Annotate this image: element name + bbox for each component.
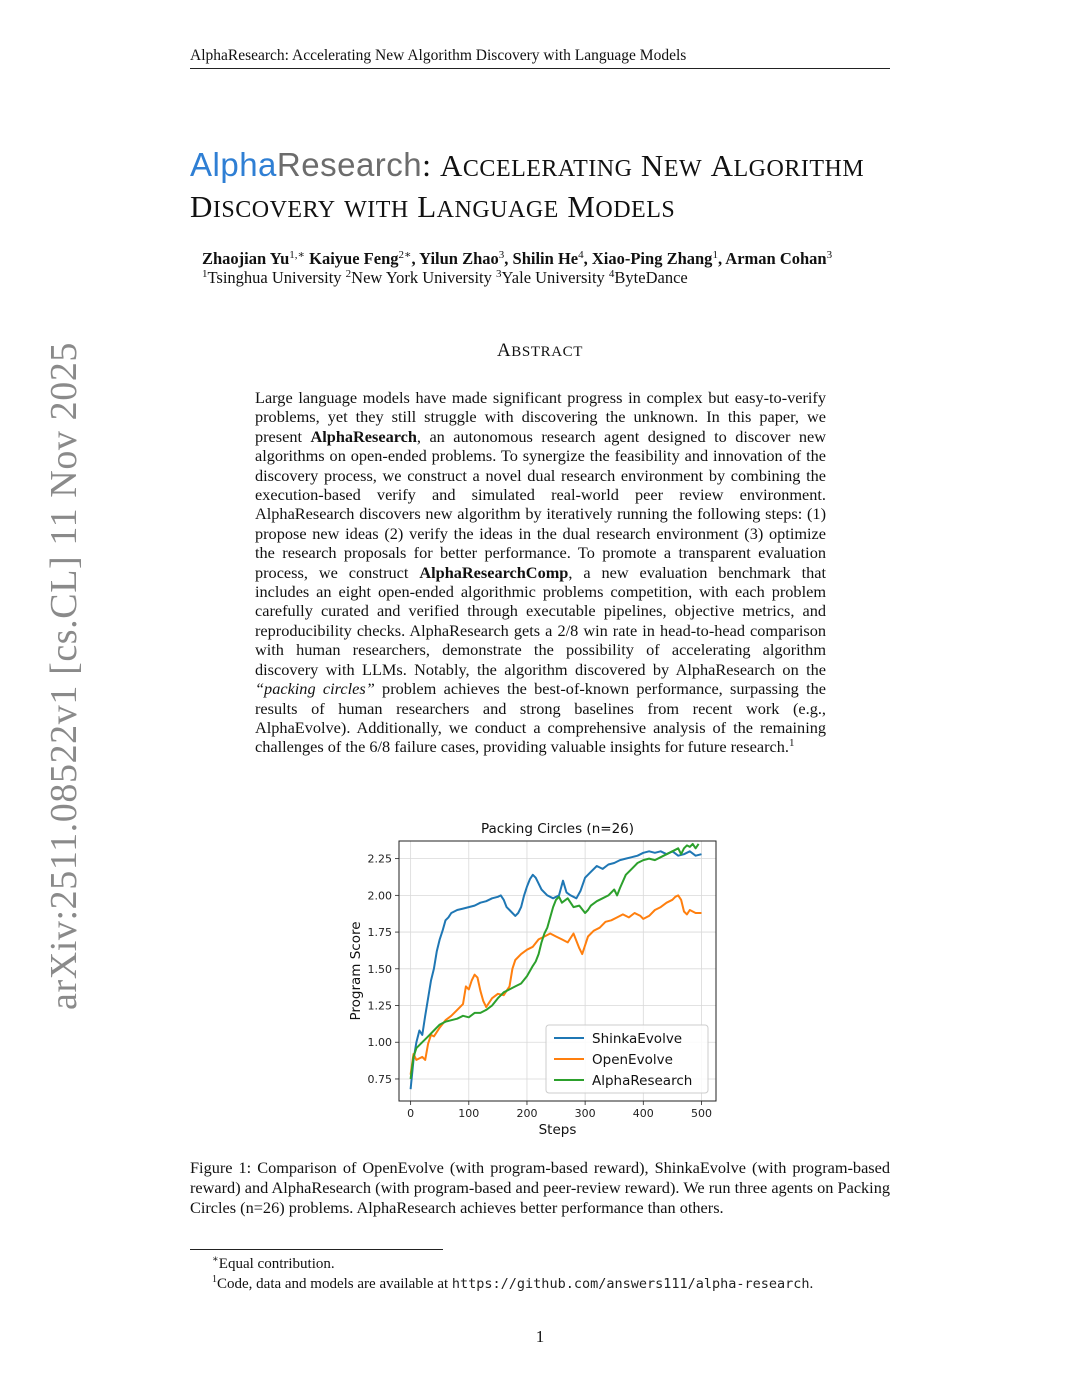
- caption-label: Figure 1:: [190, 1158, 252, 1177]
- figure-1-chart: [340, 815, 730, 1145]
- footnote: [190, 1274, 910, 1294]
- footnote-mark: ∗: [212, 1254, 219, 1265]
- abstract-text: problem achieves the best-of-known performance, surpassing the results of human researchers and strong baselines from recent work (e.g., AlphaEvolve). Additionally, we conduct a comprehensive analysis of the remaining challenges of the 6/8 failure cases, providing valuable insights for future research.: [255, 679, 826, 757]
- author-affiliation-mark: 1,∗: [289, 249, 306, 261]
- author-affiliation-mark: 3: [826, 249, 833, 261]
- x-tick-label: 400: [632, 1107, 654, 1120]
- abstract-bold-alpharesearch: AlphaResearch: [310, 426, 417, 446]
- title-word-cap: M: [567, 189, 596, 224]
- author-name: Arman Cohan: [725, 249, 827, 268]
- abstract-heading: [0, 340, 1080, 362]
- affiliation-mark: 2: [345, 268, 352, 280]
- x-tick-label: 200: [516, 1107, 538, 1120]
- title-colon: :: [422, 147, 432, 183]
- footnotes: [190, 1254, 910, 1294]
- affiliation-mark: 1: [202, 268, 208, 280]
- author-name: Yilun Zhao: [419, 249, 499, 268]
- title-line-2: [190, 188, 910, 229]
- author-name: Shilin He: [512, 249, 579, 268]
- abstract-text: Large language models have made significant progress in complex but easy-to-verify problems, yet they still struggle with discovering the unknown. In this paper, we present: [255, 388, 826, 446]
- chart-svg: [340, 815, 730, 1145]
- y-axis-label: Program Score: [348, 921, 364, 1021]
- author-affiliation-mark: 1: [712, 249, 718, 261]
- abstract-body: [255, 388, 826, 757]
- footnote-rule: [190, 1249, 443, 1250]
- title-brand: [190, 146, 422, 183]
- affiliation-name: ByteDance: [614, 268, 688, 287]
- footnote: [190, 1254, 910, 1274]
- title-line-1: [190, 146, 910, 188]
- title-word-cap: D: [190, 189, 213, 224]
- footnote-text: Code, data and models are available at: [217, 1276, 452, 1292]
- affiliation-mark: 3: [496, 268, 502, 280]
- y-tick-label: 2.25: [367, 852, 392, 866]
- y-tick-label: 1.25: [367, 999, 392, 1013]
- author-name: Zhaojian Yu: [202, 249, 290, 268]
- title-word-rest: CCELERATING: [462, 156, 633, 182]
- affiliation-name: Yale University: [501, 268, 605, 287]
- abstract-bold-alpharesearchcomp: AlphaResearchComp: [419, 562, 569, 582]
- author-list: Zhaojian $Yu^{1,∗}$ Kaiyue Feng$^{2∗}$, Yilun Zhao$^3$, Shilin He$^4$, Xiao-Ping Zhang$^1$, Arman Cohan$^3$: [202, 249, 833, 268]
- footnote-text: Equal contribution.: [218, 1256, 335, 1272]
- title-word-cap: N: [640, 148, 664, 183]
- x-tick-label: 500: [690, 1107, 712, 1120]
- abstract-italic-packing-circles: “packing circles”: [255, 679, 375, 699]
- y-tick-label: 1.50: [367, 962, 392, 976]
- affiliation-list: [202, 268, 688, 288]
- title-line1-words: [432, 147, 865, 183]
- title-brand-research: Research: [276, 146, 423, 183]
- paper-title: [190, 146, 910, 229]
- y-tick-label: 2.00: [367, 889, 392, 903]
- title-word-cap: A: [710, 148, 734, 183]
- arxiv-identifier-stamp: arXiv:2511.08522v1 [cs.CL] 11 Nov 2025: [43, 341, 85, 1010]
- running-head: AlphaResearch: Accelerating New Algorithm Discovery with Language Models: [190, 47, 890, 69]
- title-word-rest: ODELS: [595, 197, 676, 223]
- y-tick-label: 0.75: [367, 1072, 392, 1086]
- title-word-rest: ANGUAGE: [436, 197, 559, 223]
- author-affiliation-mark: 2∗: [398, 249, 412, 261]
- author-name: Xiao-Ping Zhang: [591, 249, 713, 268]
- affiliation-name: Tsinghua University: [207, 268, 342, 287]
- title-word-rest: WITH: [344, 197, 409, 223]
- affiliation-name: New York University: [351, 268, 492, 287]
- title-word-rest: EW: [663, 156, 703, 182]
- footnote-mark: 1: [212, 1274, 217, 1285]
- author-affiliation-mark: 3: [498, 249, 505, 261]
- y-tick-label: 1.75: [367, 926, 392, 940]
- chart-title: Packing Circles (n=26): [480, 821, 635, 837]
- y-tick-label: 1.00: [367, 1036, 392, 1050]
- abstract-footnote-mark: 1: [788, 737, 795, 750]
- abstract-heading-rest: BSTRACT: [511, 344, 584, 360]
- abstract-text: , an autonomous research agent designed to discover new algorithms on open-ended problems. To synergize the feasibility and innovation of the discovery process, we construct a novel dual research environment by combining the execution-based verify and simulated real-world peer review environment. AlphaResearch discovers new algorithm by iteratively running the following steps: (1) propose new ideas (2) verify the ideas in the dual research environment (3) optimize the research proposals for better performance. To promote a transparent evaluation process, we construct: [255, 426, 826, 582]
- figure-caption: [190, 1158, 890, 1218]
- abstract-text: , a new evaluation benchmark that includes an eight open-ended algorithmic problems competition, with each problem carefully curated and verified through executable pipelines, objective metrics, and reproducibility checks. AlphaResearch gets a 2/8 win rate in head-to-head comparison with human researchers, demonstrate the possibility of accelerating algorithm discovery with LLMs. Notably, the algorithm discovered by AlphaResearch on the: [255, 562, 826, 679]
- x-tick-label: 300: [574, 1107, 596, 1120]
- legend-label: ShinkaEvolve: [592, 1031, 683, 1047]
- legend-label: AlphaResearch: [592, 1073, 693, 1089]
- author-name: Kaiyue Feng: [309, 249, 399, 268]
- title-word-rest: ISCOVERY: [212, 197, 336, 223]
- abstract-heading-cap: A: [496, 340, 512, 361]
- footnote-link[interactable]: https://github.com/answers111/alpha-research: [451, 1276, 810, 1292]
- title-brand-alpha: Alpha: [190, 146, 277, 183]
- title-word-cap: A: [440, 148, 463, 183]
- affiliation-mark: 4: [608, 268, 615, 280]
- legend-label: OpenEvolve: [592, 1052, 673, 1068]
- page-number: 1: [535, 1327, 545, 1346]
- title-word-cap: L: [417, 189, 437, 224]
- caption-text: Comparison of OpenEvolve (with program-based reward), ShinkaEvolve (with program-based reward) and AlphaResearch (with program-based and peer-review reward). We run three agents on Packing Circles (n=26) problems. AlphaResearch achieves better performance than others.: [190, 1158, 890, 1217]
- x-tick-label: 0: [407, 1107, 415, 1120]
- author-affiliation-mark: 4: [578, 249, 584, 261]
- title-word-rest: LGORITHM: [733, 156, 865, 182]
- footnote-end: .: [809, 1276, 814, 1292]
- x-axis-label: Steps: [538, 1122, 577, 1138]
- x-tick-label: 100: [458, 1107, 480, 1120]
